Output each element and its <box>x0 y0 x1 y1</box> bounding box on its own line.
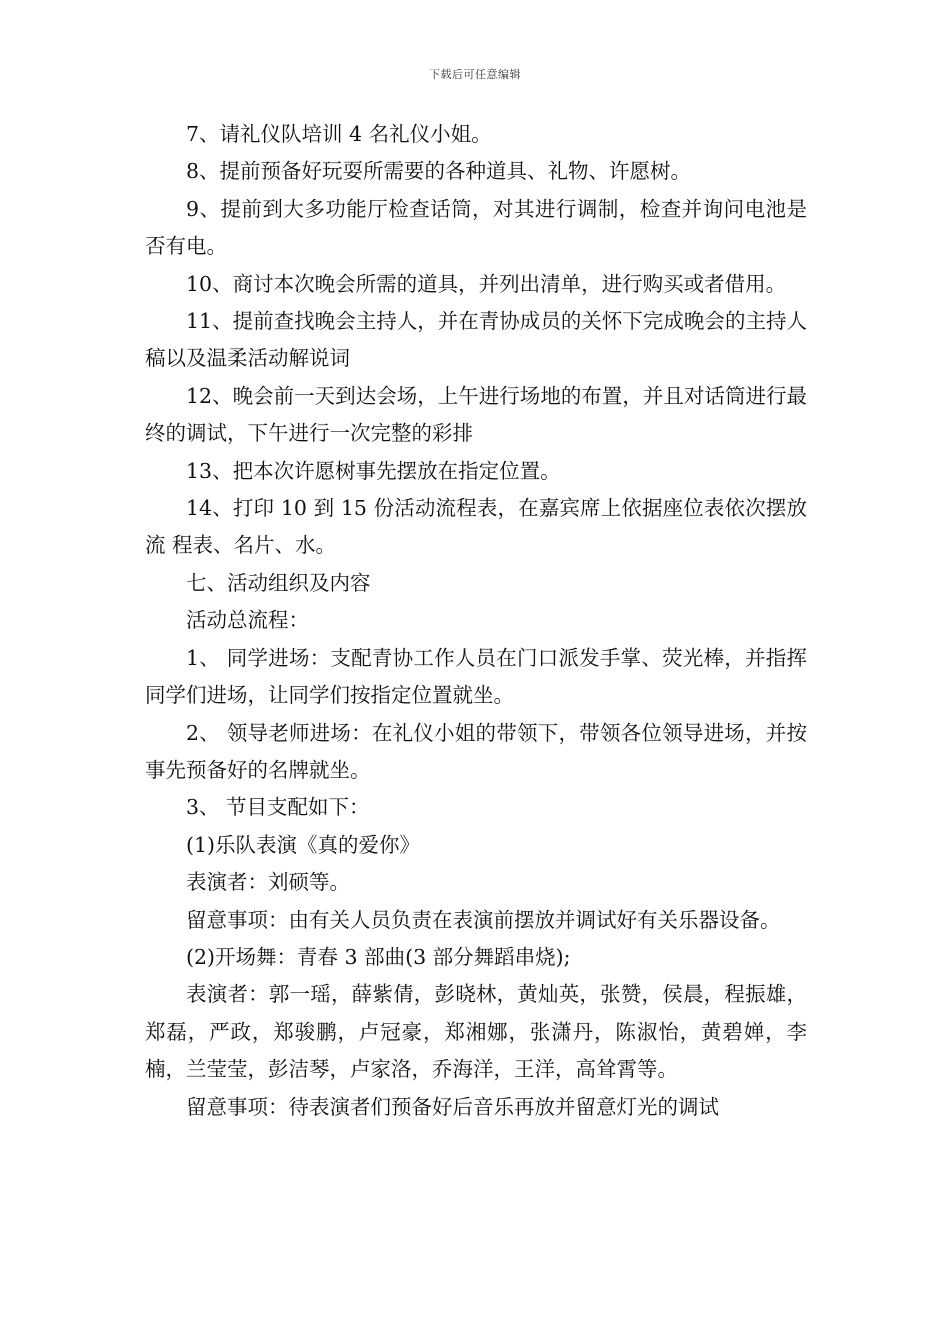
paragraph-item-7: 7、请礼仪队培训 4 名礼仪小姐。 <box>186 122 492 146</box>
paragraph-item-10: 10、商讨本次晚会所需的道具，并列出清单，进行购买或者借用。 <box>186 271 787 296</box>
program-item-1: (1)乐队表演《真的爱你》 <box>186 832 421 857</box>
performer-line-1: 表演者：刘硕等。 <box>186 870 350 895</box>
note-line-2: 留意事项：待表演者们预备好后音乐再放并留意灯光的调试 <box>186 1094 719 1119</box>
paragraph-item-14: 14、打印 10 到 15 份活动流程表，在嘉宾席上依据座位表依次摆放流 程表、名片、水。 <box>145 496 807 558</box>
header-note: 下载后可任意编辑 <box>429 68 521 81</box>
paragraph-item-11: 11、提前查找晚会主持人，并在青协成员的关怀下完成晚会的主持人稿以及温柔活动解说词 <box>145 309 807 371</box>
program-item-2: (2)开场舞：青春 3 部曲(3 部分舞蹈串烧); <box>186 944 571 969</box>
flow-step-3: 3、 节目支配如下： <box>186 795 370 820</box>
document-body <box>145 116 807 1126</box>
note-line-1: 留意事项：由有关人员负责在表演前摆放并调试好有关乐器设备。 <box>186 907 781 932</box>
flow-step-2: 2、 领导老师进场：在礼仪小姐的带领下，带领各位领导进场，并按事先预备好的名牌就坐。 <box>145 720 807 782</box>
performer-line-2: 表演者：郭一瑶，薛紫倩，彭晓林，黄灿英，张赞，侯晨，程振雄，郑磊，严政，郑骏鹏，卢冠豪，郑湘娜，张潇丹，陈淑怡，黄碧婵，李楠，兰莹莹，彭洁琴，卢家洛，乔海洋，王洋，高耸霄等。 <box>145 982 807 1082</box>
paragraph-item-9: 9、提前到大多功能厅检查话筒，对其进行调制，检查并询问电池是否有电。 <box>145 196 807 259</box>
paragraph-item-8: 8、提前预备好玩耍所需要的各种道具、礼物、许愿树。 <box>186 159 692 184</box>
paragraph-item-12: 12、晚会前一天到达会场，上午进行场地的布置，并且对话筒进行最终的调试，下午进行一次完整的彩排 <box>145 383 807 446</box>
section-heading: 七、活动组织及内容 <box>186 570 371 595</box>
flow-step-1: 1、 同学进场：支配青协工作人员在门口派发手掌、荧光棒，并指挥同学们进场，让同学们按指定位置就坐。 <box>145 645 807 708</box>
flow-heading: 活动总流程： <box>186 608 309 633</box>
paragraph-item-13: 13、把本次许愿树事先摆放在指定位置。 <box>186 458 561 483</box>
